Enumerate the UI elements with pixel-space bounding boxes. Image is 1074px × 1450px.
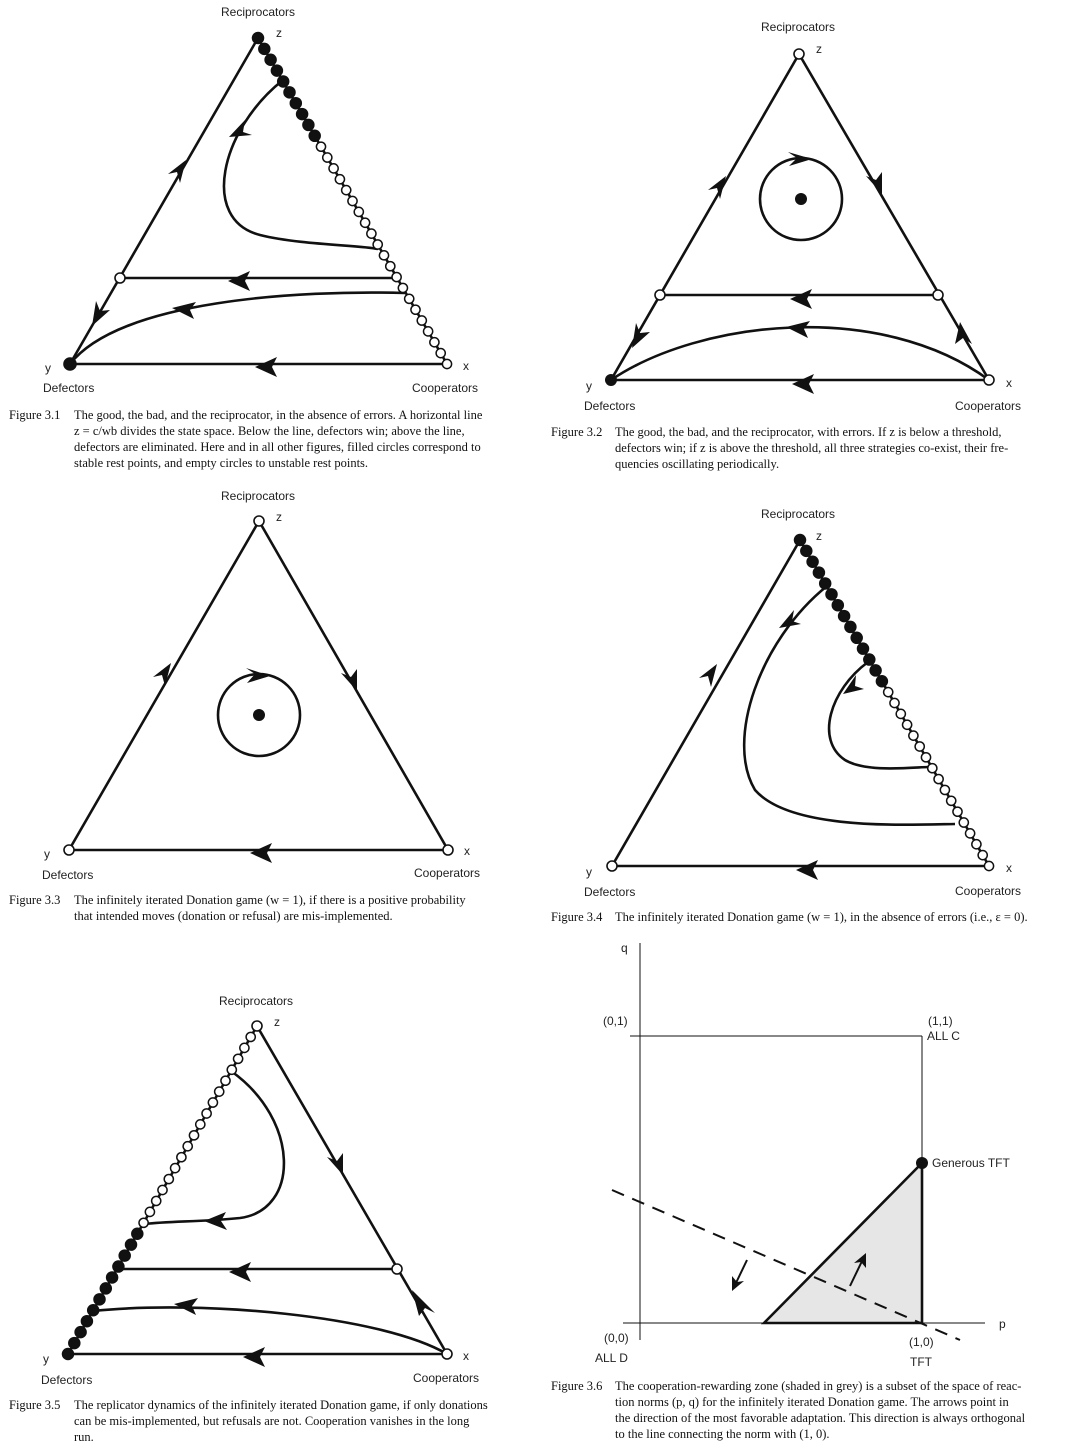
stable-point (309, 130, 320, 141)
label-all-c: ALL C (927, 1029, 960, 1043)
stable-point (119, 1250, 130, 1261)
unstable-point (947, 796, 956, 805)
arrow-icon (153, 663, 171, 686)
figure-3-1-number: Figure 3.1 (9, 408, 61, 422)
figure-3-4 (584, 507, 1021, 899)
unstable-point (966, 829, 975, 838)
label-q: q (621, 941, 628, 955)
unstable-point (115, 273, 125, 283)
figure-3-1-caption (74, 408, 483, 470)
unstable-point (405, 294, 414, 303)
figure-3-5-number: Figure 3.5 (9, 1398, 61, 1412)
unstable-point (655, 290, 665, 300)
figure-3-6 (595, 941, 1010, 1369)
label-y: y (586, 865, 592, 879)
arrow-icon (786, 321, 810, 338)
stable-point (303, 119, 314, 130)
arrow-icon (735, 1260, 747, 1285)
trajectory-arc (611, 327, 989, 380)
label-y: y (586, 379, 592, 393)
arrow-icon (204, 1212, 227, 1230)
stable-point (813, 567, 824, 578)
unstable-point (202, 1109, 211, 1118)
arrow-icon (792, 374, 814, 394)
unstable-point (246, 1032, 255, 1041)
caption-line: z = c/wb divides the state space. Below the line, defectors win; above the line, (74, 424, 465, 438)
label-reciprocators: Reciprocators (218, 994, 294, 1008)
stable-point (81, 1316, 92, 1327)
figure-3-6-caption (615, 1379, 1026, 1441)
figure-3-1 (43, 5, 478, 395)
unstable-point (227, 1065, 236, 1074)
unstable-point (972, 840, 981, 849)
generous-tft-point (916, 1157, 928, 1169)
unstable-point (361, 218, 370, 227)
caption-line: that intended moves (donation or refusal) are mis-implemented. (74, 909, 393, 923)
caption-line: defectors win; if z is above the threshold, all three strategies co-exist, their fre- (615, 441, 1009, 455)
unstable-point (890, 698, 899, 707)
unstable-point (915, 742, 924, 751)
arrow-icon (341, 669, 357, 691)
stable-point (795, 193, 807, 205)
figure-3-6-number: Figure 3.6 (551, 1379, 603, 1393)
unstable-point (234, 1054, 243, 1063)
unstable-point (411, 305, 420, 314)
stable-point (113, 1261, 124, 1272)
unstable-point (896, 709, 905, 718)
caption-line: can be mis-implemented, but refusals are not. Cooperation vanishes in the long (74, 1414, 470, 1428)
stable-point (132, 1228, 143, 1239)
label-z: z (274, 1015, 280, 1029)
label-y: y (45, 361, 51, 375)
stable-point (253, 709, 265, 721)
stable-point (63, 1349, 74, 1360)
unstable-point (921, 753, 930, 762)
unstable-point (354, 207, 363, 216)
label-cooperators: Cooperators (413, 1371, 480, 1385)
unstable-point (64, 845, 74, 855)
cooperation-rewarding-zone (764, 1163, 922, 1323)
unstable-point (158, 1185, 167, 1194)
unstable-point (240, 1043, 249, 1052)
unstable-point (145, 1207, 154, 1216)
figure-3-2-number: Figure 3.2 (551, 425, 603, 439)
label-z: z (276, 26, 282, 40)
unstable-point (794, 49, 804, 59)
label-x: x (464, 844, 470, 858)
label-x: x (463, 1349, 469, 1363)
label-0-1: (0,1) (603, 1014, 628, 1028)
label-cooperators: Cooperators (414, 866, 481, 880)
label-cooperators: Cooperators (955, 399, 1022, 413)
label-cooperators: Cooperators (955, 884, 1022, 898)
arrow-icon (790, 289, 812, 309)
stable-point (870, 665, 881, 676)
stable-point (253, 33, 264, 44)
unstable-point (208, 1098, 217, 1107)
figure-3-3-caption (74, 893, 466, 923)
unstable-point (139, 1218, 148, 1227)
stable-point (876, 676, 887, 687)
figure-3-4-number: Figure 3.4 (551, 910, 603, 924)
caption-line: defectors are eliminated. Here and in all other figures, filled circles correspond to (74, 440, 481, 454)
stable-point (807, 556, 818, 567)
unstable-point (903, 720, 912, 729)
trajectory-lower (70, 293, 405, 364)
stable-point (795, 535, 806, 546)
unstable-point (392, 272, 401, 281)
stable-point (820, 578, 831, 589)
label-x: x (1006, 376, 1012, 390)
caption-line: The good, the bad, and the reciprocator, in the absence of errors. A horizontal line (74, 408, 483, 422)
unstable-point (417, 316, 426, 325)
unstable-point (329, 164, 338, 173)
label-reciprocators: Reciprocators (220, 489, 296, 503)
unstable-point (386, 262, 395, 271)
unstable-point (424, 327, 433, 336)
stable-point (858, 643, 869, 654)
label-x: x (463, 359, 469, 373)
unstable-point (342, 186, 351, 195)
label-all-d: ALL D (595, 1351, 628, 1365)
caption-line: The infinitely iterated Donation game (w = 1), if there is a positive probability (74, 893, 466, 907)
stable-point (126, 1239, 137, 1250)
label-z: z (816, 42, 822, 56)
unstable-point (254, 516, 264, 526)
label-tft: TFT (910, 1355, 932, 1369)
caption-line: to the line connecting the norm with (1, 0). (615, 1427, 830, 1441)
figure-3-2-caption (615, 425, 1008, 471)
figure-3-5-caption (74, 1398, 488, 1444)
label-z: z (816, 529, 822, 543)
label-0-0: (0,0) (604, 1331, 629, 1345)
unstable-point (607, 861, 617, 871)
unstable-point (984, 861, 993, 870)
label-defectors: Defectors (43, 381, 95, 395)
label-defectors: Defectors (41, 1373, 93, 1387)
rest-points (64, 33, 452, 371)
edge-yz (612, 540, 800, 866)
figure-3-5 (41, 994, 479, 1387)
stable-point (271, 65, 282, 76)
unstable-point (367, 229, 376, 238)
arrow-icon (92, 301, 110, 326)
unstable-point (373, 240, 382, 249)
label-reciprocators: Reciprocators (220, 5, 296, 19)
arrow-icon (796, 860, 818, 880)
unstable-point (379, 251, 388, 260)
unstable-point (183, 1142, 192, 1151)
caption-line: The good, the bad, and the reciprocator, with errors. If z is below a threshold, (615, 425, 1002, 439)
unstable-point (909, 731, 918, 740)
stable-point (278, 76, 289, 87)
unstable-point (442, 359, 451, 368)
stable-point (265, 54, 276, 65)
stable-point (100, 1283, 111, 1294)
unstable-point (443, 845, 453, 855)
unstable-point (171, 1164, 180, 1173)
unstable-point (348, 196, 357, 205)
unstable-point (940, 785, 949, 794)
unstable-point (316, 142, 325, 151)
figure-3-4-caption (615, 910, 1028, 924)
arrow-icon (243, 1347, 265, 1367)
label-z: z (276, 510, 282, 524)
label-p: p (999, 1317, 1006, 1331)
label-cooperators: Cooperators (412, 381, 479, 395)
stable-point (75, 1327, 86, 1338)
unstable-point (252, 1021, 262, 1031)
stable-point (826, 589, 837, 600)
stable-point (845, 621, 856, 632)
stable-point (88, 1305, 99, 1316)
unstable-point (436, 349, 445, 358)
label-defectors: Defectors (42, 868, 94, 882)
unstable-point (934, 774, 943, 783)
stable-point (284, 87, 295, 98)
figure-3-3 (42, 489, 480, 882)
arrow-icon (229, 1262, 251, 1282)
trajectory-lower (93, 1307, 447, 1354)
arrow-icon (699, 664, 717, 687)
caption-line: The cooperation-rewarding zone (shaded in grey) is a subset of the space of reac- (615, 1379, 1022, 1393)
stable-point (297, 109, 308, 120)
unstable-point (928, 764, 937, 773)
unstable-point (978, 851, 987, 860)
unstable-point (177, 1153, 186, 1162)
caption-line: tion norms (p, q) for the infinitely iterated Donation game. The arrows point in (615, 1395, 1009, 1409)
label-1-0: (1,0) (909, 1335, 934, 1349)
figure-3-3-number: Figure 3.3 (9, 893, 61, 907)
stable-point (832, 600, 843, 611)
figure-3-2 (584, 20, 1021, 413)
stable-point (290, 98, 301, 109)
label-y: y (44, 847, 50, 861)
label-reciprocators: Reciprocators (760, 507, 836, 521)
unstable-point (430, 338, 439, 347)
arrow-icon (327, 1153, 343, 1175)
stable-point (94, 1294, 105, 1305)
unstable-point (442, 1349, 452, 1359)
stable-point (107, 1272, 118, 1283)
caption-line: quencies oscillating periodically. (615, 457, 780, 471)
stable-point (801, 545, 812, 556)
unstable-point (392, 1264, 402, 1274)
label-generous-tft: Generous TFT (932, 1156, 1010, 1170)
unstable-point (152, 1196, 161, 1205)
arrow-icon (250, 843, 272, 863)
stable-point (851, 632, 862, 643)
unstable-point (398, 283, 407, 292)
unstable-point (953, 807, 962, 816)
stable-point (69, 1338, 80, 1349)
arrow-icon (229, 120, 252, 137)
caption-line: the direction of the most favorable adaptation. This direction is always orthogonal (615, 1411, 1026, 1425)
stable-point (605, 374, 617, 386)
unstable-point (323, 153, 332, 162)
label-1-1: (1,1) (928, 1014, 953, 1028)
unstable-point (335, 175, 344, 184)
arrow-icon (255, 357, 277, 377)
label-reciprocators: Reciprocators (760, 20, 836, 34)
label-defectors: Defectors (584, 885, 636, 899)
label-defectors: Defectors (584, 399, 636, 413)
stable-point (259, 43, 270, 54)
unstable-point (196, 1120, 205, 1129)
unstable-point (959, 818, 968, 827)
unstable-point (884, 688, 893, 697)
caption-line: stable rest points, and empty circles to unstable rest points. (74, 456, 369, 470)
unstable-point (189, 1131, 198, 1140)
unstable-point (933, 290, 943, 300)
caption-line: run. (74, 1430, 94, 1444)
arrow-icon (228, 271, 250, 291)
stable-point (64, 358, 76, 370)
unstable-point (164, 1174, 173, 1183)
unstable-point (215, 1087, 224, 1096)
label-y: y (43, 1352, 49, 1366)
arrow-icon (779, 610, 801, 628)
stable-point (839, 611, 850, 622)
caption-line: The infinitely iterated Donation game (w = 1), in the absence of errors (i.e., ε = 0). (615, 910, 1028, 924)
stable-point (864, 654, 875, 665)
caption-line: The replicator dynamics of the infinitely iterated Donation game, if only donations (74, 1398, 488, 1412)
unstable-point (221, 1076, 230, 1085)
label-x: x (1006, 861, 1012, 875)
unstable-point (984, 375, 994, 385)
